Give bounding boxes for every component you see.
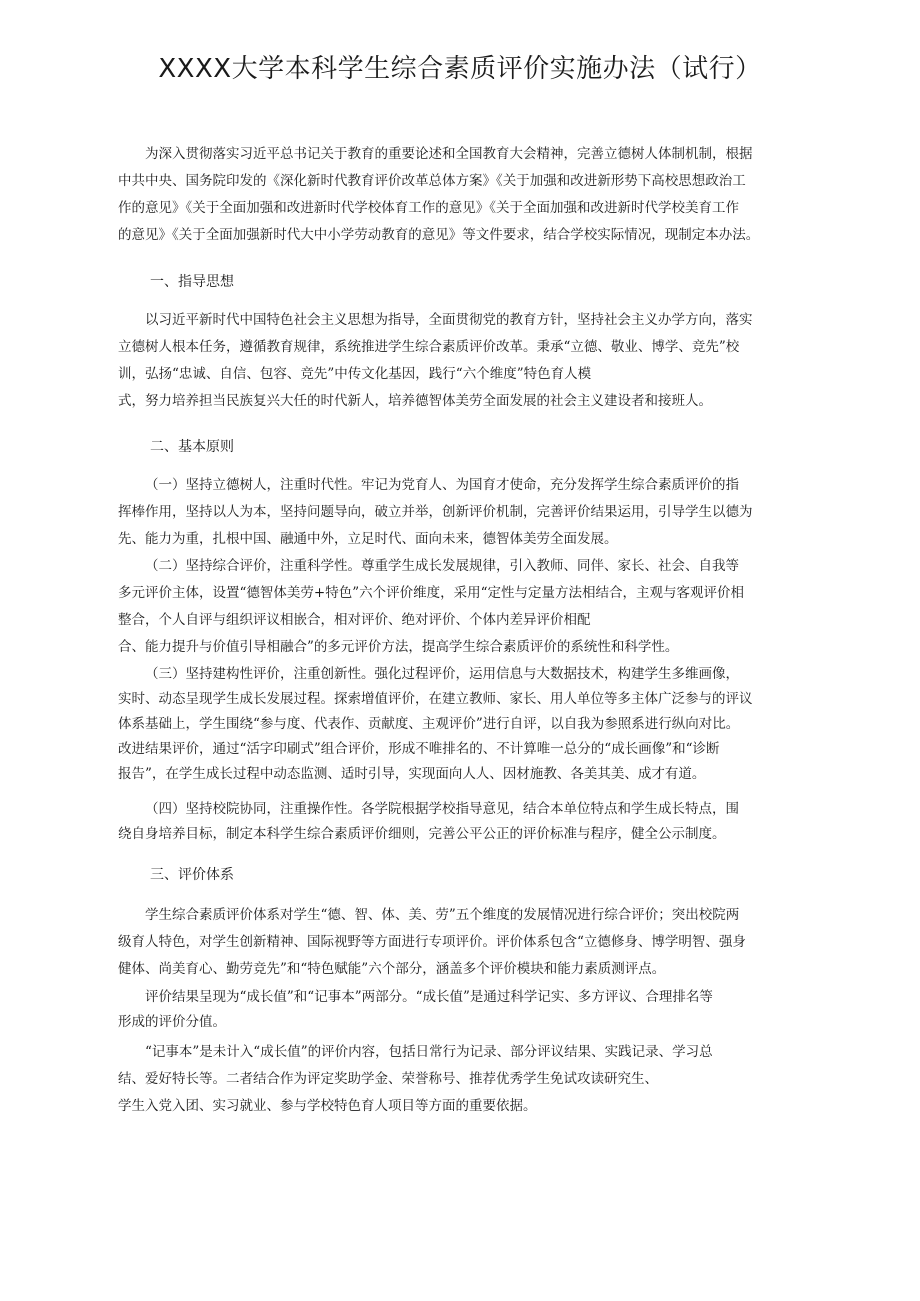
paragraph-line: “记事本”是未计入“成长值”的评价内容，包括日常行为记录、部分评议结果、实践记录、学习总 [145, 1044, 713, 1060]
section-heading-guiding-ideology: 一、指导思想 [150, 274, 234, 290]
paragraph-line: 实时、动态呈现学生成长发展过程。探索增值评价，在建立教师、家长、用人单位等多主体广泛参与的评议 [118, 691, 753, 707]
paragraph-line: 训，弘扬“忠诚、自信、包容、竞先”中传文化基因，践行“六个维度”特色育人模 [118, 366, 592, 382]
paragraph-line: 先、能力为重，扎根中国、融通中外，立足时代、面向未来，德智体美劳全面发展。 [118, 531, 618, 547]
evaluation-result-paragraph [118, 985, 814, 1035]
principle-3-paragraph [118, 662, 814, 787]
paragraph-line: （三）坚持建构性评价，注重创新性。强化过程评价，运用信息与大数据技术，构建学生多维画像， [145, 666, 739, 682]
principle-4-paragraph [118, 797, 814, 847]
intro-line: 中共中央、国务院印发的《深化新时代教育评价改革总体方案》《关于加强和改进新形势下高校思想政治工 [118, 173, 746, 189]
document-title: XXXX大学本科学生综合素质评价实施办法（试行） [158, 54, 762, 84]
paragraph-line: 评价结果呈现为“成长值”和“记事本”两部分。“成长值”是通过科学记实、多方评议、合理排名等 [145, 989, 713, 1005]
paragraph-line: 学生入党入团、实习就业、参与学校特色育人项目等方面的重要依据。 [118, 1098, 537, 1114]
section-heading-evaluation-system: 三、评价体系 [150, 867, 234, 883]
principle-1-paragraph [118, 472, 814, 553]
intro-paragraph [118, 141, 814, 249]
paragraph-line: 式，努力培养担当民族复兴大任的时代新人，培养德智体美劳全面发展的社会主义建设者和接班人。 [118, 393, 712, 409]
evaluation-system-paragraph [118, 902, 814, 983]
paragraph-line: 结、爱好特长等。二者结合作为评定奖助学金、荣誉称号、推荐优秀学生免试攻读研究生、 [118, 1071, 658, 1087]
paragraph-line: （二）坚持综合评价，注重科学性。尊重学生成长发展规律，引入教师、同伴、家长、社会、自我等 [145, 558, 739, 574]
paragraph-line: 以习近平新时代中国特色社会主义思想为指导，全面贯彻党的教育方针，坚持社会主义办学方向，落实 [145, 312, 753, 328]
guiding-ideology-paragraph [118, 307, 814, 415]
paragraph-line: 挥棒作用，坚持以人为本，坚持问题导向，破立并举，创新评价机制，完善评价结果运用，引导学生以德为 [118, 504, 753, 520]
principle-2-paragraph [118, 553, 814, 661]
paragraph-line: 立德树人根本任务，遵循教育规律，系统推进学生综合素质评价改革。秉承“立德、敬业、博学、竞先”校 [118, 339, 740, 355]
paragraph-line: 学生综合素质评价体系对学生“德、智、体、美、劳”五个维度的发展情况进行综合评价；突出校院两 [145, 907, 740, 923]
section-heading-basic-principles: 二、基本原则 [150, 439, 234, 455]
paragraph-line: 报告”，在学生成长过程中动态监测、适时引导，实现面向人人、因材施教、各美其美、成才有道。 [118, 766, 706, 782]
paragraph-line: 绕自身培养目标，制定本科学生综合素质评价细则，完善公平公正的评价标准与程序，健全公示制度。 [118, 826, 726, 842]
paragraph-line: 改进结果评价，通过“活字印刷式”组合评价，形成不唯排名的、不计算唯一总分的“成长画像”和“诊断 [118, 741, 720, 757]
paragraph-line: （四）坚持校院协同，注重操作性。各学院根据学校指导意见，结合本单位特点和学生成长特点，围 [145, 801, 739, 817]
paragraph-line: 体系基础上，学生围绕“参与度、代表作、贡献度、主观评价”进行自评，以自我为参照系进行纵向对比。 [118, 716, 740, 732]
paragraph-line: 健体、尚美育心、勤劳竞先”和“特色赋能”六个部分，涵盖多个评价模块和能力素质测评点。 [118, 961, 666, 977]
paragraph-line: 级育人特色，对学生创新精神、国际视野等方面进行专项评价。评价体系包含“立德修身、博学明智、强身 [118, 934, 746, 950]
paragraph-line: 整合，个人自评与组织评议相嵌合，相对评价、绝对评价、个体内差异评价相配 [118, 612, 591, 628]
intro-line: 为深入贯彻落实习近平总书记关于教育的重要论述和全国教育大会精神，完善立德树人体制机制，根据 [145, 146, 753, 162]
paragraph-line: （一）坚持立德树人，注重时代性。牢记为党育人、为国育才使命，充分发挥学生综合素质评价的指 [145, 477, 739, 493]
intro-line: 的意见》《关于全面加强新时代大中小学劳动教育的意见》等文件要求，结合学校实际情况，现制定本办法。 [118, 227, 760, 243]
paragraph-line: 合、能力提升与价值引导相融合”的多元评价方法，提高学生综合素质评价的系统性和科学性。 [118, 639, 679, 655]
paragraph-line: 形成的评价分值。 [118, 1014, 226, 1030]
intro-line: 作的意见》《关于全面加强和改进新时代学校体育工作的意见》《关于全面加强和改进新时代学校美育工作 [118, 200, 739, 216]
paragraph-line: 多元评价主体，设置“德智体美劳+特色”六个评价维度，采用“定性与定量方法相结合，主观与客观评价相 [118, 585, 745, 601]
notebook-paragraph [118, 1039, 814, 1120]
